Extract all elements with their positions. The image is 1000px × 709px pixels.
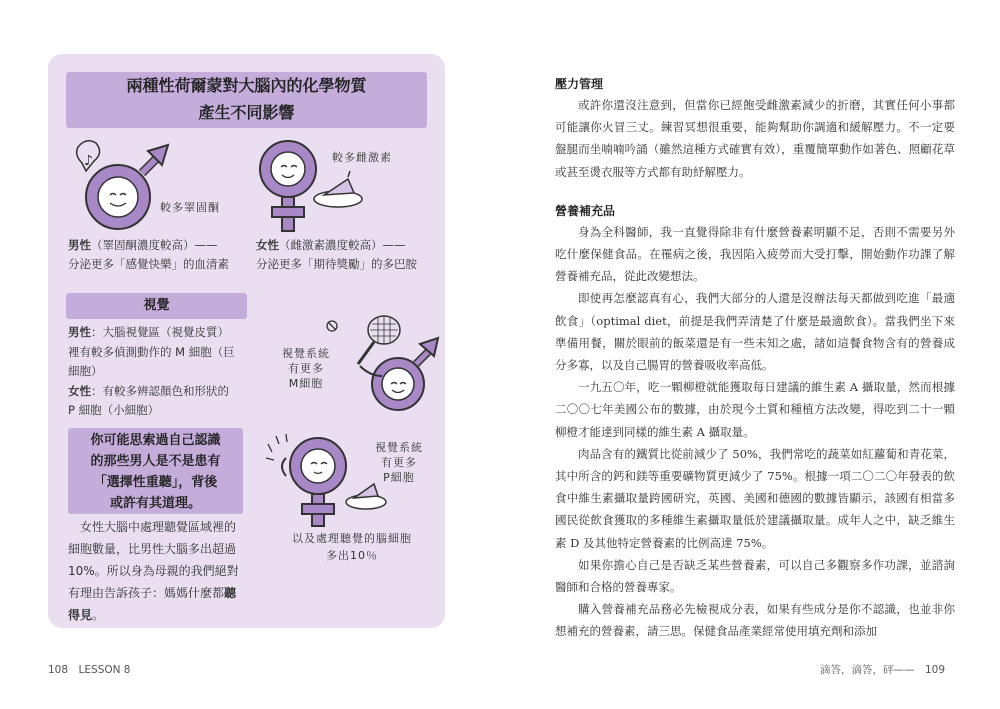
male-vision-hand-label bbox=[276, 346, 336, 391]
male-caption-label: 男性 bbox=[68, 238, 91, 252]
vision-male-line: 細胞） bbox=[68, 364, 103, 378]
male-caption bbox=[68, 236, 248, 274]
supplements-paragraph: 身為全科醫師，我一直覺得除非有什麼營養素明顯不足，否則不需要另外吃什麼保健食品。在罹病之後，我因陷入疲勞而大受打擊，開始動作功課了解營養補充品，從此改變想法。 bbox=[555, 224, 955, 284]
right-folio: 滴答，滴答，砰—— 109 bbox=[820, 664, 946, 676]
supplements-paragraph: 一九五〇年，吃一顆柳橙就能獲取每日建議的維生素 A 攝取量，然而根據二〇〇七年美國公布的數據，由於現今土質和種植方法改變，得吃到二十一顆柳橙才能達到同樣的維生素 A 攝取量。 bbox=[555, 380, 955, 439]
music-note-icon bbox=[77, 141, 100, 171]
stress-paragraph: 或許你還沒注意到，但當你已經飽受雌激素減少的折磨，其實任何小事都可能讓你火冒三丈。練習冥想很重要，能夠幫助你調適和緩解壓力。不一定要盤腿而坐喃喃吟誦（雖然這種方式確實有效），重覆簡單動作如著色、照顧花草或甚至燙衣服等方式都有助紓解壓力。 bbox=[555, 98, 955, 179]
supplements-paragraph: 如果你擔心自己是否缺乏某些營養素，可以自己多觀察多作功課，並諮詢醫師和合格的營養專家。 bbox=[555, 557, 955, 595]
female-caption bbox=[256, 236, 436, 274]
cake-icon bbox=[346, 484, 386, 509]
question-line: 或許有其道理。 bbox=[109, 496, 201, 511]
hand-line: 有更多 bbox=[288, 362, 324, 375]
vision-female-line: ：有較多辨認顏色和形狀的 bbox=[91, 383, 229, 398]
panel-title-line: 產生不同影響 bbox=[198, 103, 295, 122]
female-vision-hand-label bbox=[368, 440, 430, 485]
question-box bbox=[68, 428, 243, 514]
hearing-paragraph bbox=[68, 516, 258, 626]
hand-line: 視覺系統 bbox=[375, 441, 423, 454]
vision-heading: 視覺 bbox=[66, 293, 247, 319]
vision-male-label: 男性 bbox=[68, 325, 91, 339]
supplements-paragraph: 肉品含有的鐵質比從前減少了 50%，我們常吃的蔬菜如紅蘿蔔和青花菜，其中所含的鈣和鎂等重要礦物質更減少了 75%。根據一項二〇二〇年發表的飲食中維生素攝取量跨國研究，英國、美國和德國的數據皆顯示，該國有相當多國民從飲食獲取的多種維生素攝取量低於建議攝取量。成年人之中，缺乏維生素 D 及其他特定營養素的比例高達 75%。 bbox=[555, 446, 955, 550]
cake-icon bbox=[314, 171, 362, 207]
para-end: 。 bbox=[92, 608, 105, 622]
vision-male-line: ：大腦視覺區（視覺皮質） bbox=[91, 325, 229, 339]
male-hand-label: 較多睪固酮 bbox=[160, 201, 220, 214]
male-caption-line2: 分泌更多「感覺快樂」的血清素 bbox=[68, 257, 229, 271]
panel-title bbox=[66, 72, 427, 128]
female-hand-label: 較多雌激素 bbox=[332, 151, 392, 164]
female-caption-line2: 分泌更多「期待獎勵」的多巴胺 bbox=[256, 257, 417, 271]
para-line: 細胞數量，比男性大腦多出超過 bbox=[68, 542, 237, 556]
male-symbol-icon bbox=[60, 135, 240, 245]
left-folio: 108 LESSON 8 bbox=[48, 664, 131, 676]
para-line: 10%。所以身為母親的我們絕對 bbox=[68, 564, 239, 578]
vision-male-line: 裡有較多偵測動作的 M 細胞（巨 bbox=[68, 344, 235, 359]
hand-line: P細胞 bbox=[383, 471, 415, 484]
question-line: 你可能思索過自己認識 bbox=[90, 433, 221, 448]
hand-line: 有更多 bbox=[381, 456, 417, 469]
para-line: 有理由告訴孩子：媽媽什麼都 bbox=[68, 586, 225, 600]
stress-heading: 壓力管理 bbox=[555, 77, 604, 91]
para-bold: 得見 bbox=[68, 608, 93, 622]
hearing-hand-label bbox=[272, 530, 432, 564]
svg-text:♪: ♪ bbox=[84, 153, 93, 169]
question-line: 的那些男人是不是患有 bbox=[90, 454, 221, 469]
supplements-paragraph: 購入營養補充品務必先檢視成分表，如果有些成分是你不認識，也並非你想補充的營養素，請三思。保健食品產業經常使用填充劑和添加 bbox=[555, 602, 955, 639]
supplements-paragraph: 即使再怎麼認真有心，我們大部分的人還是沒辦法每天都做到吃進「最適飲食」（optimal diet，前提是我們弄清楚了什麼是最適飲食）。當我們坐下來準備用餐，關於眼前的飯菜還是有一些未知之處，諸如這餐食物含有的營養成分多寡，以及自己腸胃的營養吸收率高低。 bbox=[555, 291, 955, 373]
hand-line: 視覺系統 bbox=[282, 347, 330, 360]
supplements-heading: 營養補充品 bbox=[555, 203, 616, 218]
vision-female-line: P 細胞（小細胞） bbox=[68, 403, 160, 417]
male-tennis-icon bbox=[320, 308, 450, 423]
vision-text bbox=[68, 323, 253, 421]
hand-line: 以及處理聽覺的腦細胞 bbox=[292, 532, 412, 545]
question-line: 「選擇性重聽」，背後 bbox=[93, 475, 218, 490]
male-caption-text: （睪固酮濃度較高）—— bbox=[91, 238, 218, 252]
panel-title-line: 兩種性荷爾蒙對大腦內的化學物質 bbox=[126, 76, 367, 95]
para-bold: 聽 bbox=[224, 586, 237, 600]
female-caption-label: 女性 bbox=[256, 238, 279, 252]
vision-female-label: 女性 bbox=[68, 383, 91, 398]
female-caption-text: （雌激素濃度較高）—— bbox=[279, 238, 406, 252]
right-page-body bbox=[555, 74, 955, 643]
hand-line: 多出10％ bbox=[326, 549, 378, 562]
para-line: 女性大腦中處理聽覺區域裡的 bbox=[80, 520, 237, 534]
hand-line: M細胞 bbox=[288, 377, 324, 390]
